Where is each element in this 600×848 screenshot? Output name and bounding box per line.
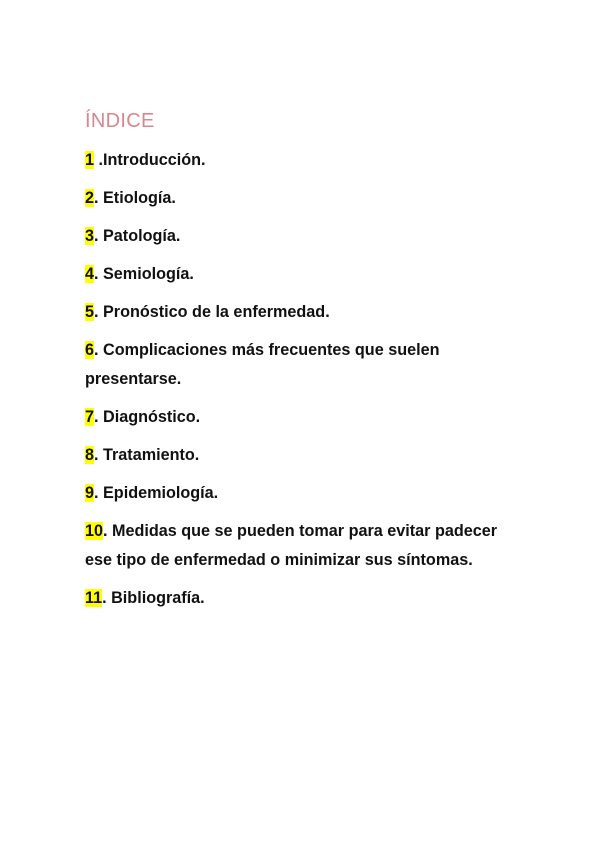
toc-entry-number: 6	[85, 341, 95, 359]
toc-entry-6	[85, 336, 525, 394]
toc-entry-number: 4	[85, 265, 95, 283]
table-of-contents	[85, 146, 525, 622]
toc-entry-2	[85, 184, 525, 213]
toc-entry-text: . Pronóstico de la enfermedad.	[94, 303, 330, 321]
toc-entry-number: 8	[85, 446, 95, 464]
toc-entry-4	[85, 260, 525, 289]
toc-entry-number: 1	[85, 151, 95, 169]
toc-entry-text: . Bibliografía.	[102, 589, 205, 607]
toc-entry-number: 3	[85, 227, 95, 245]
toc-entry-number: 10	[85, 522, 104, 540]
toc-entry-9	[85, 479, 525, 508]
toc-entry-text: . Patología.	[94, 227, 181, 245]
toc-entry-3	[85, 222, 525, 251]
toc-entry-text: .Introducción.	[94, 151, 206, 169]
toc-entry-text: . Diagnóstico.	[94, 408, 201, 426]
toc-entry-7	[85, 403, 525, 432]
toc-entry-text: . Tratamiento.	[94, 446, 200, 464]
toc-entry-number: 9	[85, 484, 95, 502]
toc-entry-number: 2	[85, 189, 95, 207]
toc-entry-text: . Complicaciones más frecuentes que suelen presentarse.	[85, 341, 440, 388]
toc-entry-number: 11	[85, 589, 103, 607]
toc-entry-number: 5	[85, 303, 95, 321]
toc-entry-5	[85, 298, 525, 327]
toc-entry-text: . Epidemiología.	[94, 484, 219, 502]
toc-entry-text: . Medidas que se pueden tomar para evitar padecer ese tipo de enfermedad o minimizar sus síntomas.	[85, 522, 498, 569]
toc-entry-text: . Etiología.	[94, 189, 176, 207]
toc-entry-text: . Semiología.	[94, 265, 194, 283]
toc-entry-8	[85, 441, 525, 470]
toc-entry-10	[85, 517, 525, 575]
toc-entry-number: 7	[85, 408, 95, 426]
index-title: ÍNDICE	[85, 110, 155, 132]
toc-entry-1	[85, 146, 525, 175]
toc-entry-11	[85, 584, 525, 613]
